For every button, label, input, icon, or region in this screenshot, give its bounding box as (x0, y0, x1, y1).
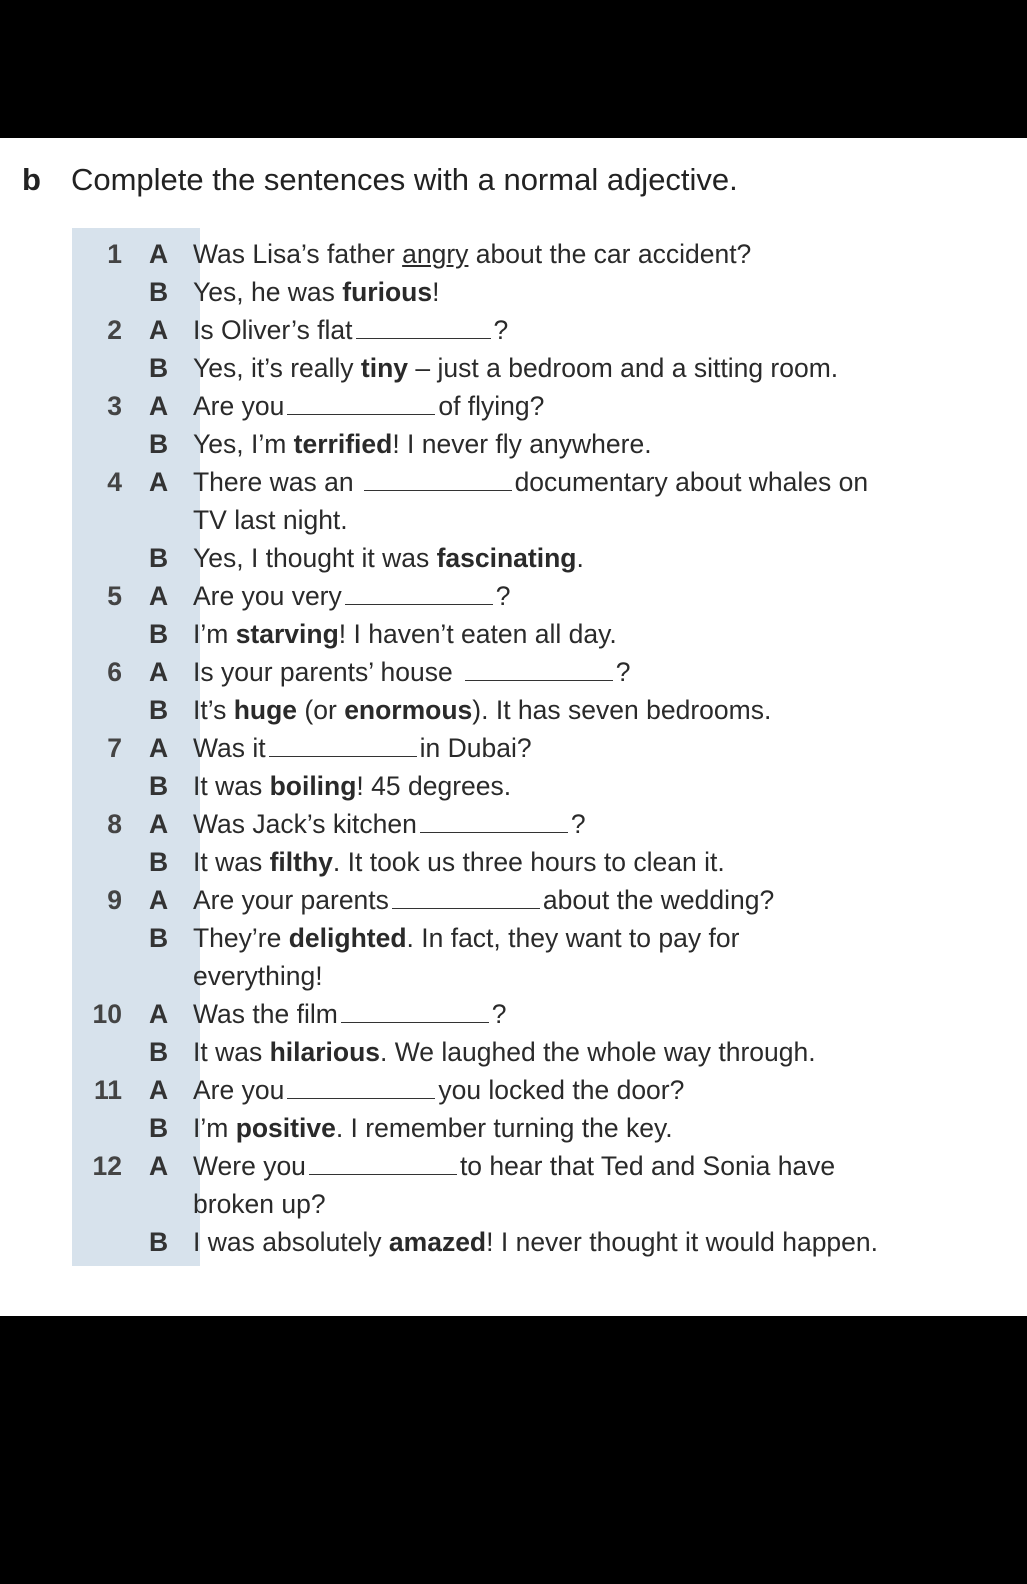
answer-blank[interactable] (287, 1076, 435, 1099)
sentence-b: I’m positive. I remember turning the key. (193, 1113, 673, 1143)
exercise-letter: b (22, 162, 41, 197)
sentence-b: It was hilarious. We laughed the whole way through. (193, 1037, 816, 1067)
speaker-a: A (149, 315, 169, 345)
extreme-adjective: starving (235, 619, 339, 649)
answer-blank[interactable] (287, 392, 435, 415)
exercise-list: 1 A Was Lisa’s father angry about the car accident? B Yes, he was furious! 2 A Is Oliver’s flat ? B Yes, it’s really tiny – just a bedroom and a sitting room. 3 A Are you of flying? B Yes, I’m terrified! I never fly anywhere. 4 A There was an documentary about whales on TV last night. B Yes, I thought it was fascinating. 5 A Are you very ? B I’m starving! I haven’t eaten all day. 6 A Is your parents’ house ? B It’s huge (or enormous). It has seven bedrooms. 7 A Was it in Dubai? B It was boiling! 45 degrees. 8 A Was Jack’s kitchen ? B It was filthy. It took us three hours to clean it. 9 A Are your parents about the wedding? B They’re delighted. In fact, they want to pay for everything! 10 A Was the film ? B It was hilarious. We laughed the whole way through. 11 A Are you you locked the door? B I’m positive. I remember turning the key. 12 A Were you to hear that Ted and Sonia have broken up? B I was absolutely amazed! I never thought it would happen. (72, 228, 992, 1266)
item-number: 2 (107, 315, 122, 345)
answer-blank[interactable] (269, 734, 417, 757)
sentence-b: It was filthy. It took us three hours to clean it. (193, 847, 725, 877)
item-number: 11 (93, 1075, 122, 1105)
speaker-a: A (149, 1075, 169, 1105)
example-answer: angry (402, 239, 469, 269)
speaker-a: A (149, 391, 169, 421)
speaker-b: B (149, 1037, 169, 1067)
sentence-b: Yes, I thought it was fascinating. (193, 543, 584, 573)
answer-blank[interactable] (345, 582, 493, 605)
extreme-adjective: amazed (388, 1227, 487, 1257)
item-number: 9 (107, 885, 122, 915)
answer-blank[interactable] (309, 1152, 457, 1175)
speaker-b: B (149, 847, 169, 877)
sentence-a: Is your parents’ house ? (193, 657, 631, 687)
answer-blank[interactable] (392, 886, 540, 909)
speaker-b: B (149, 543, 169, 573)
speaker-a: A (149, 1151, 169, 1181)
sentence-b: Yes, it’s really tiny – just a bedroom and a sitting room. (193, 353, 839, 383)
sentence-a: Is Oliver’s flat ? (193, 315, 509, 345)
sentence-a: There was an documentary about whales on (193, 467, 869, 497)
speaker-b: B (149, 771, 169, 801)
speaker-b: B (149, 353, 169, 383)
speaker-b: B (149, 923, 169, 953)
speaker-a: A (149, 885, 169, 915)
speaker-b: B (149, 1227, 169, 1257)
item-number: 4 (107, 467, 122, 497)
sentence-b: I was absolutely amazed! I never thought it would happen. (193, 1227, 879, 1257)
speaker-b: B (149, 277, 169, 307)
sentence-a: Are you of flying? (193, 391, 545, 421)
speaker-a: A (149, 581, 169, 611)
speaker-b: B (149, 619, 169, 649)
item-number: 5 (107, 581, 122, 611)
speaker-b: B (149, 695, 169, 725)
item-number: 1 (107, 239, 122, 269)
sentence-a: Was the film ? (193, 999, 507, 1029)
item-number: 3 (107, 391, 122, 421)
exercise-heading (22, 162, 738, 198)
item-number: 8 (107, 809, 122, 839)
speaker-b: B (149, 429, 169, 459)
speaker-a: A (149, 657, 169, 687)
sentence-b: Yes, I’m terrified! I never fly anywhere. (193, 429, 652, 459)
answer-blank[interactable] (364, 468, 512, 491)
extreme-adjective: hilarious (269, 1037, 381, 1067)
sentence-a: Was it in Dubai? (193, 733, 532, 763)
sentence-b: It was boiling! 45 degrees. (193, 771, 512, 801)
extreme-adjective: positive (235, 1113, 336, 1143)
speaker-a: A (149, 239, 169, 269)
sentence-b: I’m starving! I haven’t eaten all day. (193, 619, 617, 649)
sentence-a: Were you to hear that Ted and Sonia have (193, 1151, 836, 1181)
extreme-adjective: terrified (293, 429, 393, 459)
speaker-a: A (149, 733, 169, 763)
item-number: 7 (107, 733, 122, 763)
answer-blank[interactable] (356, 316, 491, 339)
exercise-instruction: Complete the sentences with a normal adjective. (70, 162, 738, 197)
speaker-b: B (149, 1113, 169, 1143)
sentence-a: Are you very ? (193, 581, 511, 611)
extreme-adjective: filthy (269, 847, 333, 877)
speaker-a: A (149, 999, 169, 1029)
answer-blank[interactable] (420, 810, 568, 833)
sentence-b: Yes, he was furious! (193, 277, 440, 307)
sentence-a: Was Lisa’s father angry about the car accident? (193, 239, 752, 269)
extreme-adjective: boiling (269, 771, 357, 801)
sentence-b: They’re delighted. In fact, they want to pay for (193, 923, 740, 953)
page (0, 138, 1027, 1316)
extreme-adjective-alt: enormous (344, 695, 473, 725)
extreme-adjective: huge (233, 695, 298, 725)
speaker-a: A (149, 467, 169, 497)
sentence-a: Are your parents about the wedding? (193, 885, 775, 915)
speaker-a: A (149, 809, 169, 839)
extreme-adjective: furious (342, 277, 433, 307)
sentence-b: It’s huge (or enormous). It has seven bedrooms. (193, 695, 772, 725)
extreme-adjective: delighted (288, 923, 407, 953)
item-number: 12 (92, 1151, 122, 1181)
sentence-a: Are you you locked the door? (193, 1075, 685, 1105)
item-number: 6 (107, 657, 122, 687)
answer-blank[interactable] (465, 658, 613, 681)
item-number: 10 (92, 999, 122, 1029)
answer-blank[interactable] (341, 1000, 489, 1023)
sentence-a: Was Jack’s kitchen ? (193, 809, 586, 839)
extreme-adjective: fascinating (436, 543, 577, 573)
extreme-adjective: tiny (360, 353, 409, 383)
